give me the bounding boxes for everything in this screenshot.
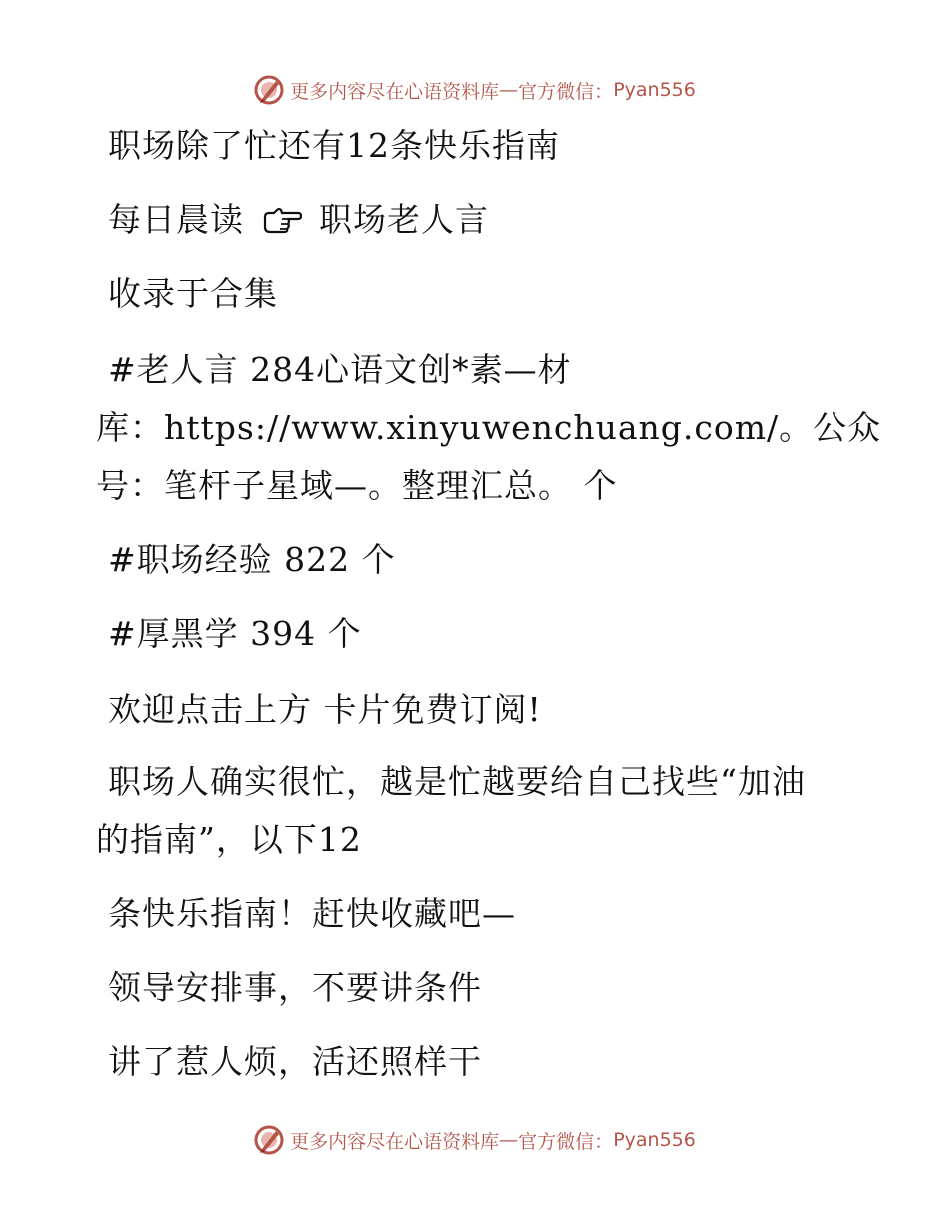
intro-line-1: 职场人确实很忙，越是忙越要给自己找些“加油 [108, 762, 806, 801]
subscribe-prompt: 欢迎点击上方 卡片免费订阅! [108, 690, 542, 729]
tag-line-laorenyan: #老人言 284心语文创*素—材 [108, 350, 572, 389]
watermark-dash: — [499, 79, 519, 101]
collection-label: 收录于合集 [108, 274, 278, 313]
pen-logo-icon [254, 1125, 284, 1155]
tag-line-workplace: #职场经验 822 个 [108, 540, 396, 579]
header-watermark [0, 70, 950, 110]
article-title: 职场除了忙还有12条快乐指南 [108, 126, 560, 165]
watermark-wechat-id: Pyan556 [613, 79, 696, 101]
watermark-official: 官方微信： [518, 80, 614, 103]
watermark-text: 更多内容尽在心语资料库 [290, 80, 500, 103]
series-name: 职场老人言 [319, 200, 489, 239]
series-line [108, 200, 489, 240]
watermark-text: 更多内容尽在心语资料库 [290, 1130, 500, 1153]
watermark-wechat-id: Pyan556 [613, 1129, 696, 1151]
tag-line-houheixue: #厚黑学 394 个 [108, 614, 362, 653]
watermark-dash: — [499, 1129, 519, 1151]
pen-logo-icon [254, 75, 284, 105]
intro-line-2: 的指南”，以下12 [96, 820, 362, 859]
intro-line-3: 条快乐指南！赶快收藏吧— [108, 894, 516, 933]
source-url-line: 库：https://www.xinyuwenchuang.com/。公众 [96, 408, 882, 447]
footer-watermark [0, 1120, 950, 1160]
guide-line-2: 讲了惹人烦，活还照样干 [108, 1042, 482, 1081]
guide-line-1: 领导安排事，不要讲条件 [108, 968, 482, 1007]
series-label: 每日晨读 [108, 200, 244, 239]
pointing-hand-icon [262, 207, 302, 235]
watermark-official: 官方微信： [518, 1130, 614, 1153]
public-account-line: 号：笔杆子星域—。整理汇总。 个 [96, 466, 618, 505]
